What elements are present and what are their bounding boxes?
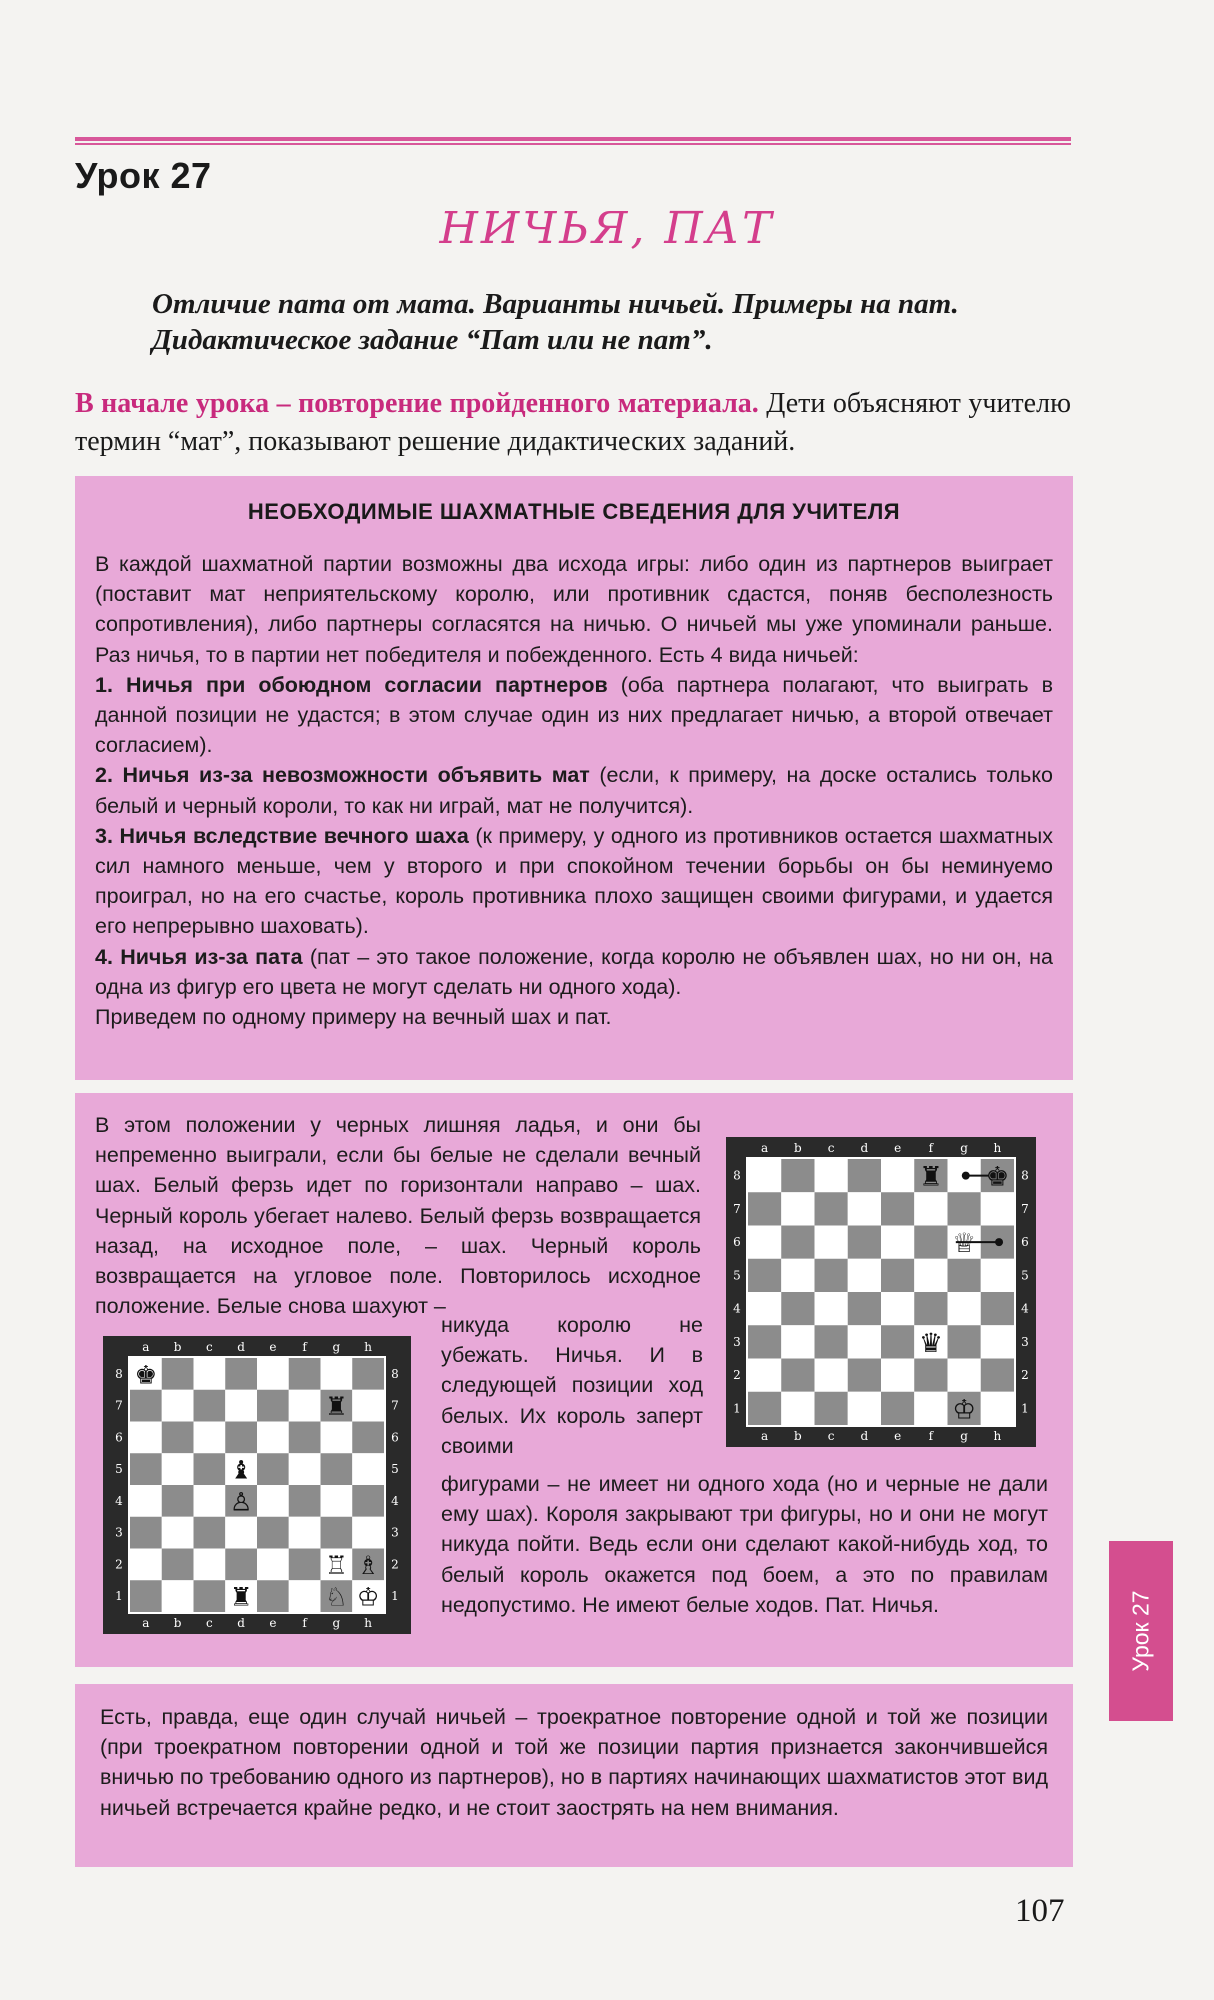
white-pawn-piece: ♙ (229, 1486, 253, 1517)
board-square (748, 1192, 781, 1225)
white-king-piece: ♔ (356, 1581, 380, 1612)
lesson-number: Урок 27 (75, 155, 212, 196)
chess-board (103, 1336, 411, 1634)
rank-label: 2 (115, 1557, 123, 1572)
file-label: a (142, 1340, 150, 1354)
board-square (257, 1549, 289, 1581)
rank-label: 5 (1021, 1268, 1029, 1283)
rank-label: 8 (115, 1366, 123, 1381)
board-square (194, 1485, 226, 1517)
stalemate-text: фигурами – не имеет ни одного хода (но и черные не дали ему шах). Короля закрывают три фигуры, но и они не могут никуда пойти. Ведь если они сделают какой-нибудь ход, то белый король окажется под боем, а это по правилам недопустимо. Не имеют белые ходов. Пат. Ничья. (441, 1472, 1048, 1617)
board-square (289, 1580, 321, 1612)
black-king-piece: ♚ (134, 1359, 158, 1390)
black-bishop-piece: ♝ (229, 1454, 253, 1485)
draw-type-head: 3. Ничья вследствие вечного шаха (95, 823, 469, 848)
file-label: h (993, 1141, 1002, 1155)
board-square (948, 1325, 981, 1358)
board-square (225, 1422, 257, 1454)
board-square (352, 1358, 384, 1390)
rank-label: 7 (1021, 1201, 1029, 1216)
file-label: d (860, 1429, 869, 1443)
board-square (162, 1485, 194, 1517)
board-square (848, 1259, 881, 1292)
file-label: h (993, 1429, 1002, 1443)
draw-type-item (95, 942, 1053, 1002)
file-label: e (269, 1616, 277, 1630)
board-square (130, 1580, 162, 1612)
file-label: b (173, 1616, 182, 1630)
black-rook-piece: ♜ (324, 1391, 348, 1422)
rank-label: 7 (391, 1398, 399, 1413)
file-label: h (364, 1616, 372, 1630)
board-square (130, 1549, 162, 1581)
black-rook-piece: ♜ (229, 1581, 253, 1612)
board-square (289, 1390, 321, 1422)
black-rook-piece: ♜ (918, 1161, 943, 1193)
board-square (815, 1192, 848, 1225)
board-square (130, 1390, 162, 1422)
file-label: a (142, 1616, 150, 1630)
header-rule-thick (75, 137, 1071, 141)
file-label: f (302, 1340, 307, 1354)
board-square (981, 1192, 1014, 1225)
board-square (781, 1325, 814, 1358)
board-square (194, 1580, 226, 1612)
board-square (194, 1422, 226, 1454)
info-box-body (75, 549, 1073, 1032)
board-square (321, 1453, 353, 1485)
white-bishop-piece: ♗ (356, 1549, 380, 1580)
board-square (781, 1192, 814, 1225)
rank-label: 4 (733, 1301, 741, 1316)
board-square (352, 1390, 384, 1422)
board-square (914, 1359, 947, 1392)
rank-label: 3 (115, 1525, 123, 1540)
file-label: a (761, 1429, 769, 1443)
side-tab (1109, 1541, 1173, 1721)
header-rule-thin (75, 143, 1071, 145)
subtitle-line-2: Дидактическое задание “Пат или не пат”. (152, 324, 713, 356)
board-square (815, 1159, 848, 1192)
board-square (815, 1259, 848, 1292)
board-square (257, 1358, 289, 1390)
board-square (162, 1390, 194, 1422)
rank-label: 6 (115, 1430, 123, 1445)
board-square (881, 1292, 914, 1325)
board-square (848, 1359, 881, 1392)
file-label: g (960, 1429, 968, 1443)
board-square (257, 1485, 289, 1517)
board-square (289, 1517, 321, 1549)
rank-label: 1 (1021, 1401, 1029, 1416)
perpetual-check-conclusion: никуда королю не убежать. Ничья. И в следующей позиции ход белых. Их король заперт своими (441, 1313, 703, 1458)
info-paragraph: В каждой шахматной партии возможны два исхода игры: либо один из партнеров выиграет (поставит мат неприятельскому королю, или противник сдастся, поняв бесполезность сопротивления), либо партнеры согласятся на ничью. О ничьей мы уже упоминали раньше. Раз ничья, то в партии нет победителя и побежденного. Есть 4 вида ничьей: (95, 552, 1053, 667)
file-label: e (894, 1429, 902, 1443)
board-square (748, 1392, 781, 1425)
board-square (321, 1358, 353, 1390)
file-label: g (332, 1616, 341, 1630)
board-square (225, 1517, 257, 1549)
file-label: a (761, 1141, 769, 1155)
rank-label: 8 (733, 1168, 741, 1183)
board-square (881, 1259, 914, 1292)
board-square (848, 1325, 881, 1358)
file-label: h (364, 1340, 372, 1354)
board-square (257, 1390, 289, 1422)
rank-label: 5 (115, 1462, 123, 1477)
board-square (130, 1485, 162, 1517)
file-label: e (894, 1141, 902, 1155)
rank-label: 2 (391, 1557, 399, 1572)
board-square (162, 1358, 194, 1390)
board-square (321, 1422, 353, 1454)
board-square (130, 1517, 162, 1549)
board-square (781, 1359, 814, 1392)
board-square (781, 1292, 814, 1325)
rank-label: 3 (1021, 1334, 1029, 1349)
board-square (781, 1259, 814, 1292)
board-square (914, 1392, 947, 1425)
teacher-info-box (75, 476, 1073, 1080)
board-square (352, 1453, 384, 1485)
rank-label: 8 (391, 1366, 399, 1381)
board-square (848, 1159, 881, 1192)
rank-label: 1 (391, 1589, 399, 1604)
board-square (981, 1259, 1014, 1292)
file-label: b (794, 1141, 802, 1155)
chess-board (726, 1137, 1036, 1447)
board-square (748, 1292, 781, 1325)
board-square (321, 1517, 353, 1549)
rank-label: 2 (733, 1368, 741, 1383)
draw-type-item (95, 760, 1053, 820)
draw-type-head: 1. Ничья при обоюдном согласии партнеров (95, 672, 608, 697)
chess-diagram-perpetual-check (726, 1137, 1036, 1447)
info-closing: Приведем по одному примеру на вечный шах и пат. (95, 1005, 612, 1030)
file-label: b (173, 1340, 182, 1354)
file-label: c (827, 1429, 835, 1443)
draw-type-text: (оба партнера полагают, что выиграть в данной позиции не удастся; в этом случае один из них предлагает ничью, а второй отвечает согласием). (95, 672, 1053, 758)
file-label: d (237, 1340, 245, 1354)
black-queen-piece: ♛ (918, 1327, 943, 1359)
board-square (352, 1422, 384, 1454)
board-square (162, 1580, 194, 1612)
board-square (948, 1292, 981, 1325)
rank-label: 6 (733, 1235, 741, 1250)
board-square (257, 1453, 289, 1485)
board-square (848, 1192, 881, 1225)
board-square (225, 1358, 257, 1390)
board-square (162, 1517, 194, 1549)
board-square (981, 1359, 1014, 1392)
board-square (815, 1325, 848, 1358)
board-square (748, 1359, 781, 1392)
rank-label: 1 (733, 1401, 741, 1416)
file-label: f (302, 1616, 307, 1630)
rank-label: 1 (115, 1589, 123, 1604)
side-tab-label: Урок 27 (1127, 1590, 1154, 1672)
page-number: 107 (1015, 1893, 1065, 1929)
chess-diagram-stalemate (103, 1336, 411, 1634)
file-label: b (794, 1429, 802, 1443)
board-square (914, 1292, 947, 1325)
board-square (194, 1549, 226, 1581)
board-square (289, 1358, 321, 1390)
draw-type-text: (пат – это такое положение, когда королю не объявлен шах, но ни он, на одна из фигур его цвета не могут сделать ни одного хода). (95, 944, 1053, 999)
board-square (352, 1485, 384, 1517)
rank-label: 2 (1021, 1368, 1029, 1383)
board-square (881, 1325, 914, 1358)
white-king-piece: ♔ (952, 1394, 977, 1426)
board-square (225, 1390, 257, 1422)
rank-label: 6 (1021, 1235, 1029, 1250)
file-label: g (960, 1141, 968, 1155)
board-square (748, 1325, 781, 1358)
board-square (257, 1580, 289, 1612)
board-square (257, 1517, 289, 1549)
intro-paragraph (75, 385, 1071, 461)
board-square (948, 1259, 981, 1292)
note-box (75, 1684, 1073, 1867)
board-square (948, 1192, 981, 1225)
draw-type-item (95, 821, 1053, 942)
intro-text: Дети объясняют учителю термин “мат”, показывают решение дидактических заданий. (75, 388, 1071, 457)
white-queen-piece: ♕ (952, 1228, 977, 1260)
board-square (748, 1159, 781, 1192)
board-square (881, 1192, 914, 1225)
file-label: c (827, 1141, 835, 1155)
board-square (289, 1485, 321, 1517)
board-square (981, 1392, 1014, 1425)
board-square (130, 1422, 162, 1454)
file-label: g (332, 1340, 341, 1354)
rank-label: 4 (391, 1493, 399, 1508)
file-label: d (237, 1616, 245, 1630)
board-square (815, 1392, 848, 1425)
rank-label: 5 (733, 1268, 741, 1283)
intro-highlight: В начале урока – повторение пройденного материала. (75, 388, 759, 419)
board-square (881, 1159, 914, 1192)
file-label: f (928, 1141, 934, 1155)
board-square (321, 1485, 353, 1517)
rank-label: 4 (115, 1493, 123, 1508)
board-square (781, 1226, 814, 1259)
board-square (352, 1517, 384, 1549)
board-square (781, 1392, 814, 1425)
board-square (881, 1392, 914, 1425)
board-square (848, 1292, 881, 1325)
board-square (194, 1453, 226, 1485)
board-square (881, 1359, 914, 1392)
rank-label: 6 (391, 1430, 399, 1445)
board-square (194, 1358, 226, 1390)
board-square (162, 1422, 194, 1454)
board-square (194, 1390, 226, 1422)
subtitle-line-1: Отличие пата от мата. Варианты ничьей. Примеры на пат. (152, 288, 959, 320)
rank-label: 7 (733, 1201, 741, 1216)
board-square (289, 1422, 321, 1454)
file-label: c (206, 1616, 213, 1630)
rank-label: 8 (1021, 1168, 1029, 1183)
perpetual-check-text: В этом положении у черных лишняя ладья, и они бы непременно выиграли, если бы белые не сделали вечный шах. Белый ферзь идет по горизонтали направо – шах. Черный король убегает налево. Белый ферзь возвращается назад, на исходное поле, – шах. Черный король возвращается на угловое поле. Повторилось исходное положение. Белые снова шахуют – (95, 1113, 701, 1319)
white-rook-piece: ♖ (324, 1549, 348, 1580)
board-square (225, 1549, 257, 1581)
board-square (914, 1226, 947, 1259)
board-square (914, 1259, 947, 1292)
board-square (130, 1453, 162, 1485)
board-square (748, 1259, 781, 1292)
board-square (815, 1226, 848, 1259)
note-text: Есть, правда, еще один случай ничьей – троекратное повторение одной и той же позиции (при троекратном повторении одной и той же позиции партия признается закончившейся вничью по требованию одного из партнеров), но в партиях начинающих шахматистов этот вид ничьей встречается крайне редко, и не стоит заострять на нем внимания. (100, 1705, 1048, 1820)
board-square (162, 1549, 194, 1581)
file-label: f (928, 1429, 934, 1443)
board-square (815, 1359, 848, 1392)
board-square (289, 1453, 321, 1485)
board-square (848, 1392, 881, 1425)
board-square (981, 1292, 1014, 1325)
file-label: d (860, 1141, 869, 1155)
white-knight-piece: ♘ (324, 1581, 348, 1612)
board-square (748, 1226, 781, 1259)
draw-type-text: (если, к примеру, на доске остались только белый и черный короли, то как ни играй, мат не получится). (95, 763, 1053, 818)
lesson-subtitle (152, 286, 1052, 358)
board-square (289, 1549, 321, 1581)
board-square (981, 1325, 1014, 1358)
rank-label: 4 (1021, 1301, 1029, 1316)
board-square (848, 1226, 881, 1259)
file-label: c (206, 1340, 213, 1354)
board-square (162, 1453, 194, 1485)
board-square (914, 1192, 947, 1225)
black-king-piece: ♚ (985, 1161, 1010, 1193)
rank-label: 7 (115, 1398, 123, 1413)
draw-type-text: (к примеру, у одного из противников остается шахматных сил намного меньше, чем у второго и при спокойном течении борьбы он бы неминуемо проиграл, но на его счастье, король противника плохо защищен своими фигурами, и удается его непрерывно шаховать). (95, 823, 1053, 939)
draw-type-head: 4. Ничья из-за пата (95, 944, 303, 969)
rank-label: 3 (733, 1334, 741, 1349)
rank-label: 5 (391, 1462, 399, 1477)
board-square (881, 1226, 914, 1259)
board-square (257, 1422, 289, 1454)
lesson-title: НИЧЬЯ, ПАТ (439, 203, 775, 254)
rank-label: 3 (391, 1525, 399, 1540)
board-square (781, 1159, 814, 1192)
board-square (815, 1292, 848, 1325)
draw-type-head: 2. Ничья из-за невозможности объявить мат (95, 763, 590, 788)
board-square (194, 1517, 226, 1549)
draw-type-item (95, 670, 1053, 761)
board-square (948, 1359, 981, 1392)
info-box-title: НЕОБХОДИМЫЕ ШАХМАТНЫЕ СВЕДЕНИЯ ДЛЯ УЧИТЕЛЯ (247, 499, 901, 524)
file-label: e (269, 1340, 277, 1354)
